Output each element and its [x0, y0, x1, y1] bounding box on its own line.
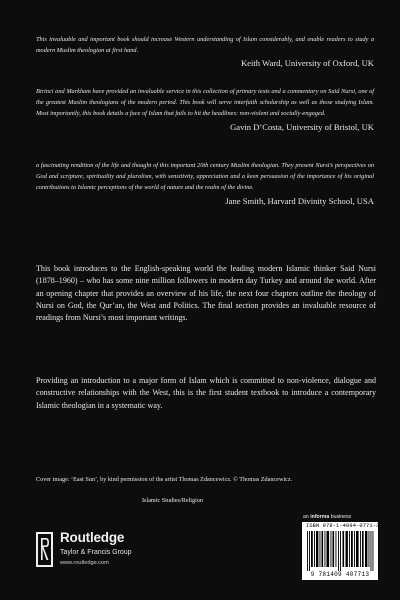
subject-category: Islamic Studies/Religion [142, 497, 204, 504]
endorsement-3 [36, 160, 374, 207]
informa-suffix: business [329, 514, 352, 520]
isbn-barcode [302, 522, 378, 580]
informa-brand: informa [310, 514, 330, 520]
publisher-group: Taylor & Francis Group [60, 549, 132, 556]
endorsement-attribution: Keith Ward, University of Oxford, UK [240, 58, 374, 69]
endorsement-attribution: Jane Smith, Harvard Divinity School, USA [225, 195, 374, 206]
publisher-logo [36, 530, 166, 580]
informa-prefix: an [303, 514, 311, 520]
publisher-name: Routledge [60, 530, 125, 545]
isbn-label: ISBN 978-1-4094-0771-3 [306, 523, 380, 529]
endorsement-attribution: Gavin D’Costa, University of Bristol, UK [230, 121, 374, 132]
endorsement-quote: This invaluable and important book should increase Western understanding of Islam considerably, and enable readers to study a modern Muslim theologian at first hand. [36, 36, 374, 55]
endorsement-quote: a fascinating rendition of the life and thought of this important 20th century Muslim theologian. They present Nursi’s perspectives on God and scripture, spirituality and pluralism, with sensitivity, appreciation and a keen persuasion of the importance of his original contributions to Islamic perceptions of the world of nature and the realm of the divine. [36, 162, 374, 192]
publisher-url: www.routledge.com [60, 560, 109, 566]
barcode-icon [305, 531, 375, 571]
description-paragraph-1: This book introduces to the English-speaking world the leading modern Islamic thinker Said Nursi (1878–1960) – who has some nine million followers in modern day Turkey and around the world. After an opening chapter that provides an overview of his life, the next four chapters outline the theology of Nursi on God, the Qur’an, the West and Politics. The final section provides an invaluable resource of readings from Nursi’s most important writings. [36, 264, 376, 323]
informa-business-label [303, 514, 351, 520]
cover-credit: Cover image: ‘East Sun’, by kind permission of the artist Thomas Zdancewicz. © Thomas Zdancewicz. [36, 476, 293, 483]
routledge-r-icon [36, 532, 53, 567]
endorsement-quote: Birinci and Markham have provided an invaluable service in this collection of primary texts and a commentary on Said Nursi, one of the greatest Muslim theologians of the modern period. This book will serve interfaith scholarship as well as those studying Islam. Most importantly, this book details a face of Islam that fails to hit the headlines: non-violent and socially-engaged. [36, 88, 374, 118]
description-paragraph-2: Providing an introduction to a major form of Islam which is committed to non-violence, dialogue and constructive relationships with the West, this is the first student textbook to introduce a contemporary Islamic theologian in a systematic way. [36, 376, 376, 410]
endorsement-1 [36, 34, 374, 69]
barcode-digits: 9 781409 407713 [310, 571, 370, 578]
endorsement-2 [36, 86, 374, 133]
